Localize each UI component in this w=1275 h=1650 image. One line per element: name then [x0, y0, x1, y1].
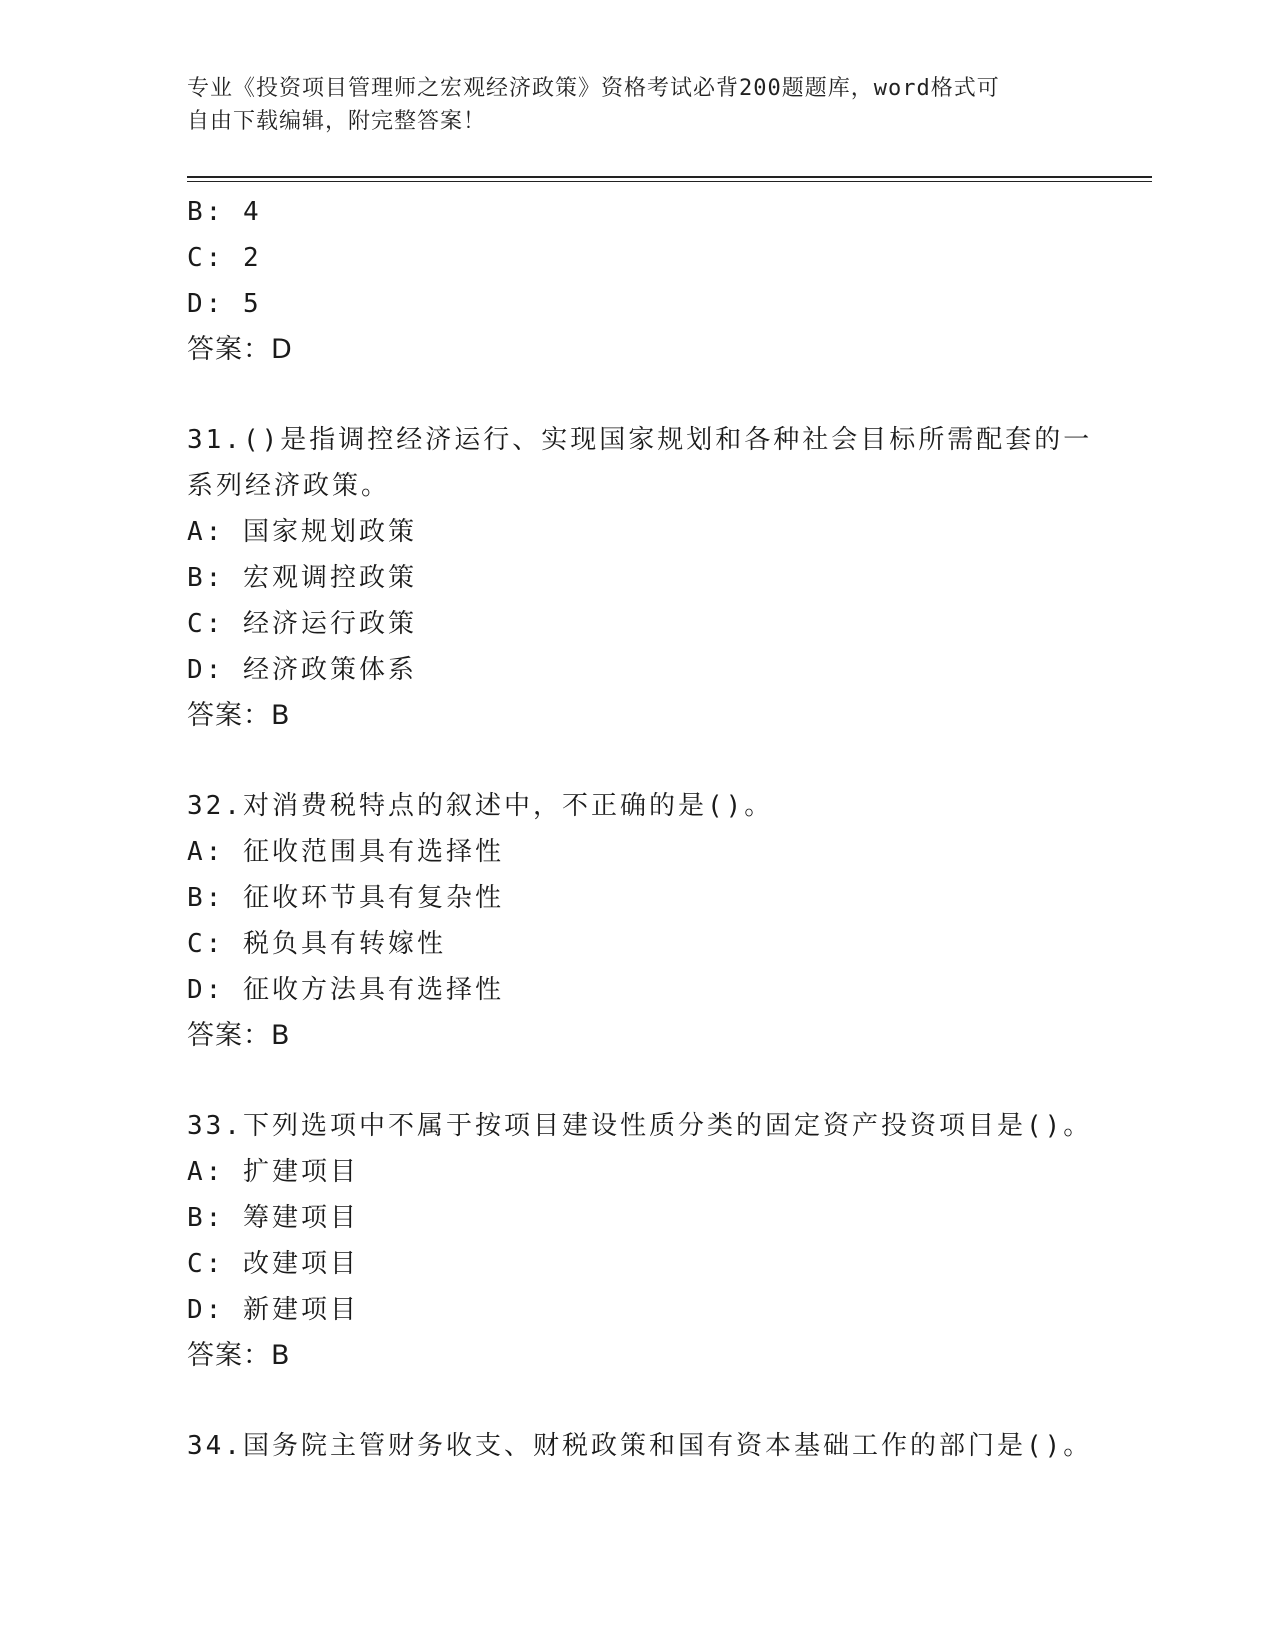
option-c: C: 税负具有转嫁性 [187, 929, 446, 959]
option-b: B: 筹建项目 [187, 1203, 359, 1233]
option-a: A: 扩建项目 [187, 1157, 359, 1187]
option-b: B: 宏观调控政策 [187, 563, 417, 593]
question-title: 33.下列选项中不属于按项目建设性质分类的固定资产投资项目是()。 [187, 1111, 1093, 1141]
option-c: C: 改建项目 [187, 1249, 359, 1279]
answer-line: 答案：B [187, 1020, 291, 1051]
option-a: A: 征收范围具有选择性 [187, 837, 504, 867]
option-d: D: 征收方法具有选择性 [187, 975, 504, 1005]
document-header [187, 72, 1077, 138]
header-rule-thick [187, 176, 1152, 178]
header-line-2: 自由下载编辑，附完整答案！ [187, 109, 487, 134]
question-title: 32.对消费税特点的叙述中，不正确的是()。 [187, 791, 774, 821]
option-d: D: 新建项目 [187, 1295, 359, 1325]
option-c: C: 经济运行政策 [187, 609, 417, 639]
answer-line: 答案：B [187, 700, 291, 731]
option-b: B: 征收环节具有复杂性 [187, 883, 504, 913]
option-a: A: 国家规划政策 [187, 517, 417, 547]
question-33 [187, 1103, 1093, 1379]
question-title: 34.国务院主管财务收支、财税政策和国有资本基础工作的部门是()。 [187, 1431, 1093, 1461]
question-31 [187, 417, 1093, 739]
question-title: 31.()是指调控经济运行、实现国家规划和各种社会目标所需配套的一 [187, 425, 1093, 455]
option-b: B: 4 [187, 197, 262, 227]
answer-line: 答案：B [187, 1340, 291, 1371]
option-c: C: 2 [187, 243, 262, 273]
question-list [187, 189, 1093, 1469]
question-34 [187, 1423, 1093, 1469]
header-rule-thin [187, 181, 1152, 182]
question-32 [187, 783, 1087, 1059]
header-line-1: 专业《投资项目管理师之宏观经济政策》资格考试必背200题题库，word格式可 [187, 76, 1000, 101]
answer-line: 答案：D [187, 334, 293, 365]
question-continuation [187, 189, 1087, 373]
option-d: D: 经济政策体系 [187, 655, 417, 685]
option-d: D: 5 [187, 289, 262, 319]
question-title-continued: 系列经济政策。 [187, 471, 391, 501]
